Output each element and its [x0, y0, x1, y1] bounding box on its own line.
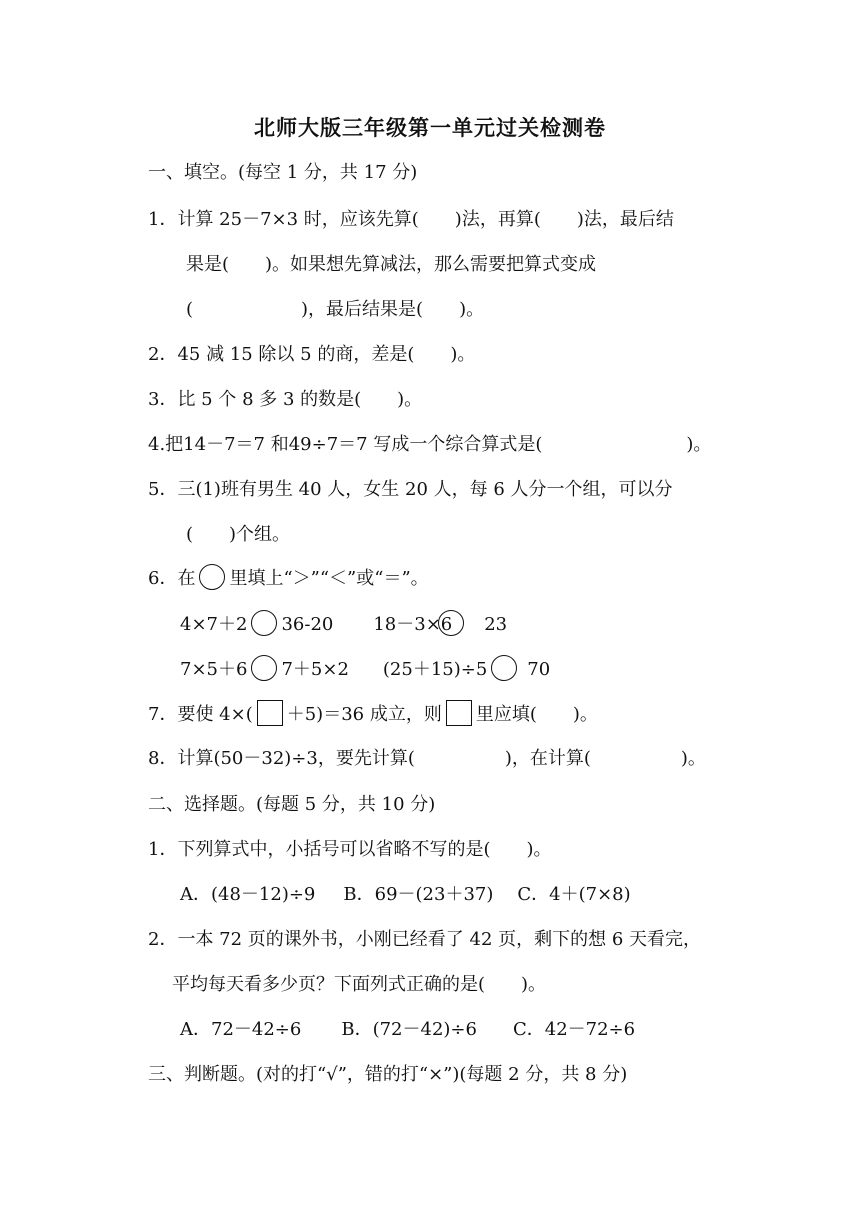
compare-3-left: 7×5＋6 — [180, 659, 248, 680]
compare-1-circle[interactable] — [251, 610, 277, 636]
compare-3-circle[interactable] — [251, 655, 277, 681]
question-6-prefix: 6．在 — [148, 568, 196, 589]
question-1-line-2: 果是( )。如果想先算减法，那么需要把算式变成 — [186, 254, 597, 275]
compare-1-left: 4×7＋2 — [180, 614, 248, 635]
compare-4-circle[interactable] — [491, 655, 517, 681]
question-6-suffix: 里填上“＞”“＜”或“＝”。 — [229, 568, 429, 589]
section-heading-judgement: 三、判断题。(对的打“√”，错的打“×”)(每题 2 分，共 8 分) — [148, 1064, 628, 1085]
question-8: 8．计算(50－32)÷3，要先计算( )，在计算( )。 — [148, 748, 706, 769]
choice-question-2-line-1: 2．一本 72 页的课外书，小刚已经看了 42 页，剩下的想 6 天看完， — [148, 929, 702, 950]
question-5-line-2: ( )个组。 — [186, 524, 291, 545]
question-1-line-3: ( )，最后结果是( )。 — [186, 299, 485, 320]
compare-2-left: 18－3×6 — [373, 614, 453, 635]
section-heading-fill-blank: 一、填空。(每空 1 分，共 17 分) — [148, 162, 418, 183]
question-7-suffix: 里应填( )。 — [475, 704, 598, 725]
compare-3-right: 7＋5×2 — [281, 659, 349, 680]
choice-question-2-options — [180, 1017, 635, 1043]
question-6-stem — [148, 566, 429, 592]
compare-4-right: 70 — [527, 659, 551, 680]
option-b[interactable]: B．(72－42)÷6 — [341, 1019, 477, 1040]
page-title: 北师大版三年级第一单元过关检测卷 — [254, 115, 606, 140]
compare-4-left: (25＋15)÷5 — [382, 659, 488, 680]
question-6-row-1 — [180, 612, 507, 638]
compare-2-right: 23 — [484, 614, 508, 635]
question-3: 3．比 5 个 8 多 3 的数是( )。 — [148, 389, 423, 410]
circle-symbol-icon — [199, 564, 225, 590]
question-7-middle: ＋5)＝36 成立，则 — [286, 704, 442, 725]
option-c[interactable]: C．4＋(7×8) — [517, 884, 631, 905]
question-4: 4.把14－7＝7 和49÷7＝7 写成一个综合算式是( )。 — [148, 434, 712, 455]
question-1-line-1: 1．计算 25－7×3 时，应该先算( )法，再算( )法，最后结 — [148, 209, 674, 230]
answer-box[interactable] — [257, 700, 283, 726]
option-c[interactable]: C．42－72÷6 — [512, 1019, 636, 1040]
question-2: 2．45 减 15 除以 5 的商，差是( )。 — [148, 344, 476, 365]
answer-box-reference — [446, 700, 472, 726]
compare-1-right: 36-20 — [281, 614, 334, 635]
option-b[interactable]: B．69－(23＋37) — [343, 884, 494, 905]
choice-question-1-options — [180, 882, 631, 908]
choice-question-1: 1．下列算式中，小括号可以省略不写的是( )。 — [148, 839, 552, 860]
option-a[interactable]: A．72－42÷6 — [180, 1019, 302, 1040]
choice-question-2-line-2: 平均每天看多少页？下面列式正确的是( )。 — [172, 974, 547, 995]
question-7 — [148, 702, 598, 728]
option-a[interactable]: A．(48－12)÷9 — [180, 884, 316, 905]
question-5-line-1: 5．三(1)班有男生 40 人，女生 20 人，每 6 人分一个组，可以分 — [148, 479, 673, 500]
question-7-prefix: 7．要使 4×( — [148, 704, 253, 725]
compare-2-circle[interactable] — [438, 610, 464, 636]
question-6-row-2 — [180, 657, 550, 683]
section-heading-choice: 二、选择题。(每题 5 分，共 10 分) — [148, 794, 436, 815]
